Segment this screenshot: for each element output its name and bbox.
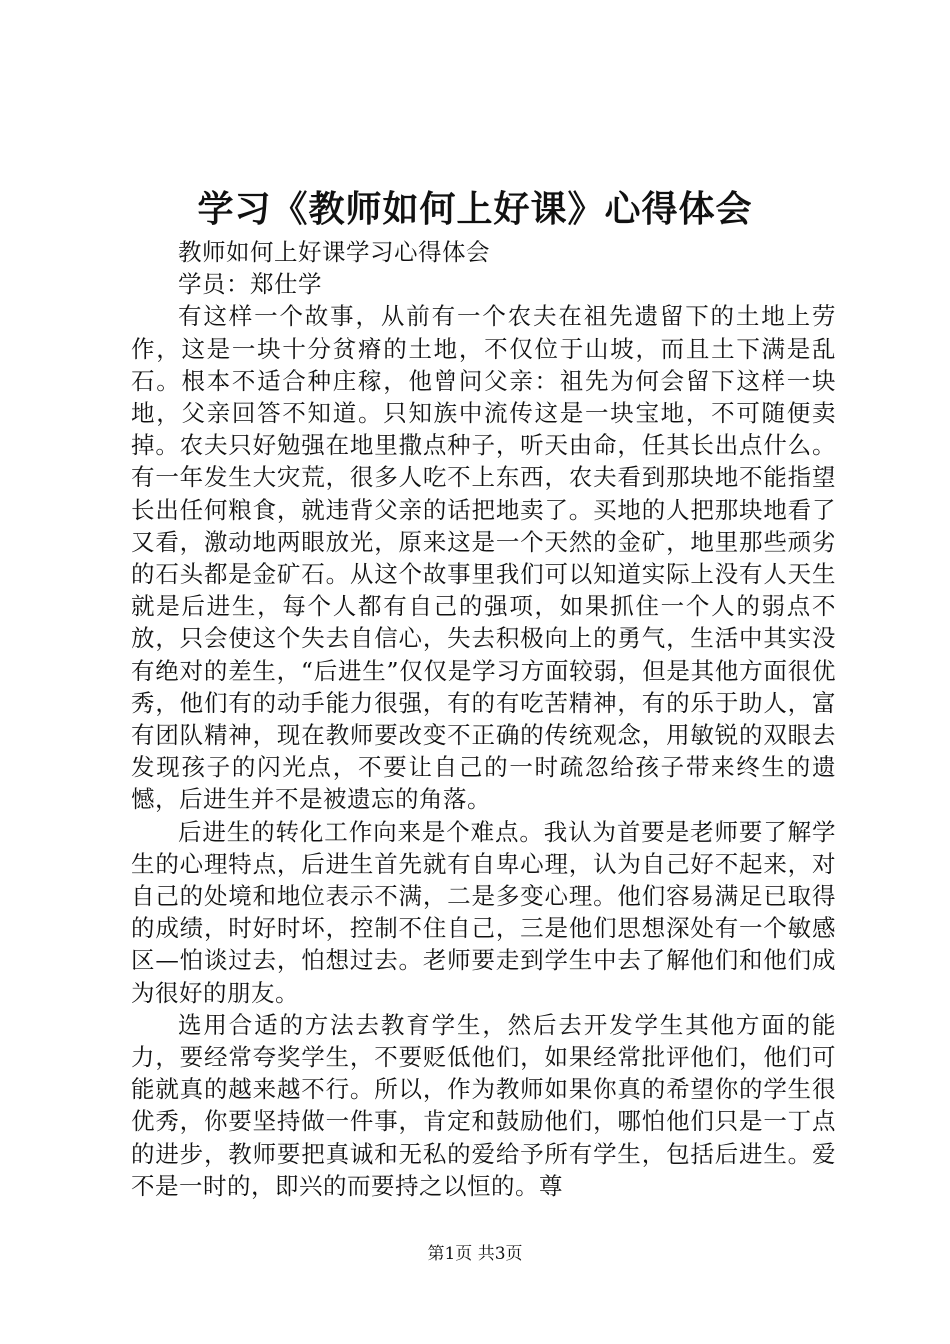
document-title: 学习《教师如何上好课》心得体会 bbox=[197, 188, 753, 230]
author-line: 学员：郑仕学 bbox=[178, 270, 322, 299]
page-footer: 第1页 共3页 bbox=[427, 1244, 523, 1264]
subtitle-line: 教师如何上好课学习心得体会 bbox=[178, 238, 490, 266]
body-paragraph: 后进生的转化工作向来是个难点。我认为首要是老师要了解学生的心理特点，后进生首先就有自卑心理，认为自己好不起来，对自己的处境和地位表示不满，二是多变心理。他们容易满足已取得的成绩，时好时坏，控制不住自己，三是他们思想深处有一个敏感区—怕谈过去，怕想过去。老师要走到学生中去了解他们和他们成为很好的朋友。 bbox=[131, 817, 836, 1007]
body-paragraph: 选用合适的方法去教育学生，然后去开发学生其他方面的能力，要经常夸奖学生，不要贬低他们，如果经常批评他们，他们可能就真的越来越不行。所以，作为教师如果你真的希望你的学生很优秀，你要坚持做一件事，肯定和鼓励他们，哪怕他们只是一丁点的进步，教师要把真诚和无私的爱给予所有学生，包括后进生。爱不是一时的，即兴的而要持之以恒的。尊 bbox=[131, 1010, 836, 1200]
body-paragraph: 有这样一个故事，从前有一个农夫在祖先遗留下的土地上劳作，这是一块十分贫瘠的土地，不仅位于山坡，而且土下满是乱石。根本不适合种庄稼，他曾问父亲：祖先为何会留下这样一块地，父亲回答不知道。只知族中流传这是一块宝地，不可随便卖掉。农夫只好勉强在地里撒点种子，听天由命，任其长出点什么。有一年发生大灾荒，很多人吃不上东西，农夫看到那块地不能指望长出任何粮食，就违背父亲的话把地卖了。买地的人把那块地看了又看，激动地两眼放光，原来这是一个天然的金矿，地里那些顽劣的石头都是金矿石。从这个故事里我们可以知道实际上没有人天生就是后进生，每个人都有自己的强项，如果抓住一个人的弱点不放，只会使这个失去自信心，失去积极向上的勇气，生活中其实没有绝对的差生，“后进生”仅仅是学习方面较弱，但是其他方面很优秀，他们有的动手能力很强，有的有吃苦精神，有的乐于助人，富有团队精神，现在教师要改变不正确的传统观念，用敏锐的双眼去发现孩子的闪光点，不要让自己的一时疏忽给孩子带来终生的遗憾，后进生并不是被遗忘的角落。 bbox=[131, 302, 836, 814]
document-body bbox=[131, 236, 836, 1202]
